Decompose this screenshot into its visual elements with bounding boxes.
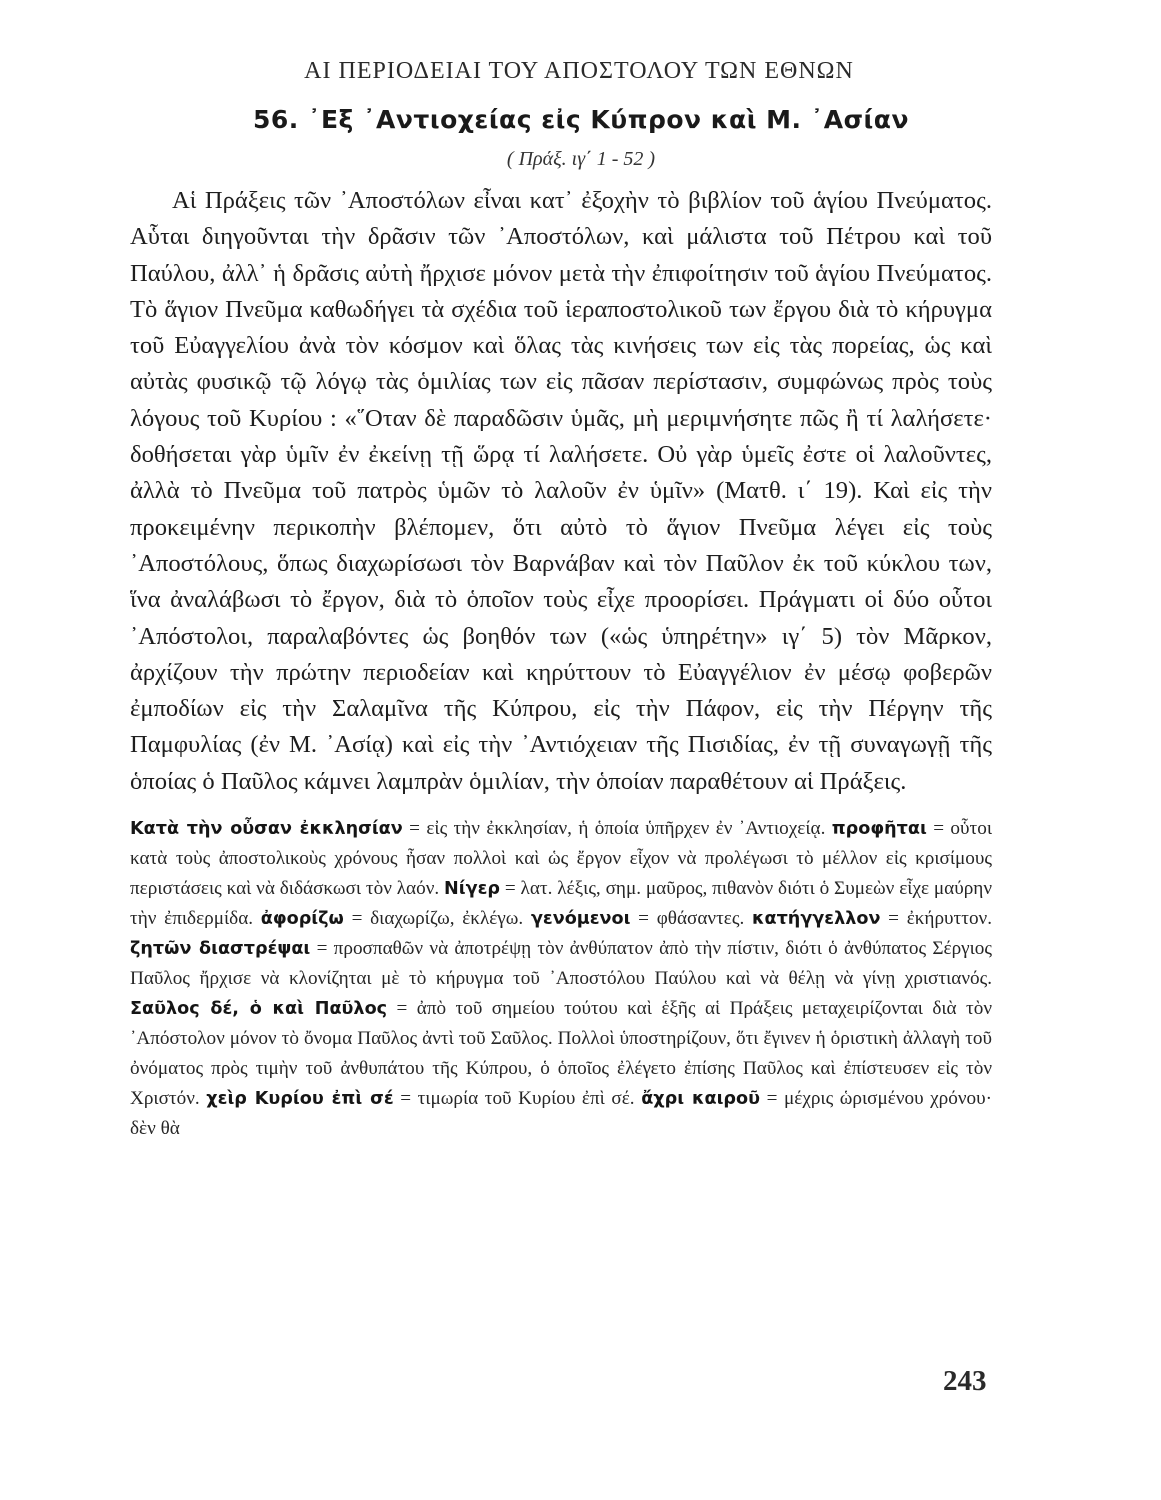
glossary-notes: [130, 814, 992, 1144]
note-term: ζητῶν διαστρέψαι: [130, 939, 311, 960]
note-term: προφῆται: [831, 819, 927, 840]
note-term: Σαῦλος δέ, ὁ καὶ Παῦλος: [130, 999, 388, 1020]
note-gloss: = εἰς τὴν ἐκκλησίαν, ἡ ὁποία ὑπῆρχεν ἐν ᾿Αντιοχείᾳ.: [402, 818, 832, 840]
note-gloss: = φθάσαντες.: [630, 908, 752, 930]
note-gloss: = λατ. λέξις, σημ. μαῦρος, πιθανὸν διότι ὁ Συμεὼν εἶχε μαύρην τὴν ἐπιδερμίδα.: [130, 878, 992, 930]
note-term: κατήγγελλον: [751, 909, 881, 930]
running-head: ΑΙ ΠΕΡΙΟΔΕΙΑΙ ΤΟΥ ΑΠΟΣΤΟΛΟΥ ΤΩΝ ΕΘΝΩΝ: [304, 58, 854, 84]
note-gloss: = προσπαθῶν νὰ ἀποτρέψῃ τὸν ἀνθύπατον ἀπὸ τὴν πίστιν, διότι ὁ ἀνθύπατος Σέργιος Παῦλος ἤρχισε νὰ κλονίζηται μὲ τὸ κήρυγμα τοῦ ᾿Αποστόλου Παύλου καὶ νὰ θέλῃ νὰ γίνῃ χριστιανός.: [130, 938, 993, 990]
note-term: ἄχρι καιροῦ: [641, 1089, 760, 1110]
page-content: [130, 58, 992, 1144]
note-term: γενόμενοι: [530, 909, 631, 930]
note-gloss: = ἀπὸ τοῦ σημείου τούτου καὶ ἑξῆς αἱ Πράξεις μεταχειρίζονται διὰ τὸν ᾿Απόστολον μόνον τὸ ὄνομα Παῦλος ἀντὶ τοῦ Σαῦλος. Πολλοὶ ὑποστηρίζουν, ὅτι ἔγινεν ἡ ὁριστικὴ ἀλλαγὴ τοῦ ὀνόματος πρὸς τιμὴν τοῦ ἀνθυπάτου τῆς Κύπρου, ὁ ὁποῖος ἐλέγετο ἐπίσης Παῦλος καὶ ἐπίστευσεν εἰς τὸν Χριστόν.: [130, 998, 992, 1110]
note-gloss: = τιμωρία τοῦ Κυρίου ἐπὶ σέ.: [393, 1088, 642, 1110]
note-term: Κατὰ τὴν οὖσαν ἐκκλησίαν: [130, 819, 403, 840]
note-gloss: = μέχρις ὡρισμένου χρόνου· δὲν θὰ: [130, 1088, 993, 1140]
note-gloss: = οὗτοι κατὰ τοὺς ἀποστολικοὺς χρόνους ἦσαν πολλοὶ καὶ ὡς ἔργον εἶχον νὰ προλέγωσι τὸ μέλλον εἰς κρισίμους περιστάσεις καὶ νὰ διδάσκωσι τὸν λαόν.: [130, 818, 992, 900]
note-gloss: = ἐκήρυττον.: [880, 908, 993, 930]
section-title: 56. ᾿Εξ ᾿Αντιοχείας εἰς Κύπρον καὶ Μ. ᾿Ασίαν: [252, 105, 909, 134]
note-term: ἀφορίζω: [260, 909, 344, 930]
note-gloss: = διαχωρίζω, ἐκλέγω.: [343, 908, 531, 930]
scripture-reference: ( Πράξ. ιγ΄ 1 - 52 ): [506, 148, 656, 170]
note-term: Νίγερ: [444, 879, 500, 900]
body-paragraph: Αἱ Πράξεις τῶν ᾿Αποστόλων εἶναι κατ᾿ ἐξοχὴν τὸ βιβλίον τοῦ ἁγίου Πνεύματος. Αὗται διηγοῦνται τὴν δρᾶσιν τῶν ᾿Αποστόλων, καὶ μάλιστα τοῦ Πέτρου καὶ τοῦ Παύλου, ἀλλ᾿ ἡ δρᾶσις αὐτὴ ἤρχισε μόνον μετὰ τὴν ἐπιφοίτησιν τοῦ ἁγίου Πνεύματος. Τὸ ἅγιον Πνεῦμα καθωδήγει τὰ σχέδια τοῦ ἱεραποστολικοῦ των ἔργου διὰ τὸ κήρυγμα τοῦ Εὐαγγελίου ἀνὰ τὸν κόσμον καὶ ὅλας τὰς κινήσεις των εἰς τὰς πορείας, ὡς καὶ αὐτὰς φυσικῷ τῷ λόγῳ τὰς ὁμιλίας των εἰς πᾶσαν περίστασιν, συμφώνως πρὸς τοὺς λόγους τοῦ Κυρίου : «῞Οταν δὲ παραδῶσιν ὑμᾶς, μὴ μεριμνήσητε πῶς ἢ τί λαλήσετε· δοθήσεται γὰρ ὑμῖν ἐν ἐκείνῃ τῇ ὥρᾳ τί λαλήσετε. Οὐ γὰρ ὑμεῖς ἐστε οἱ λαλοῦντες, ἀλλὰ τὸ Πνεῦμα τοῦ πατρὸς ὑμῶν τὸ λαλοῦν ἐν ὑμῖν» (Ματθ. ι΄ 19). Καὶ εἰς τὴν προκειμένην περικοπὴν βλέπομεν, ὅτι αὐτὸ τὸ ἅγιον Πνεῦμα λέγει εἰς τοὺς ᾿Αποστόλους, ὅπως διαχωρίσωσι τὸν Βαρνάβαν καὶ τὸν Παῦλον ἐκ τοῦ κύκλου των, ἵνα ἀναλάβωσι τὸ ἔργον, διὰ τὸ ὁποῖον τοὺς εἶχε προορίσει. Πράγματι οἱ δύο οὗτοι ᾿Απόστολοι, παραλαβόντες ὡς βοηθόν των («ὡς ὑπηρέτην» ιγ΄ 5) τὸν Μᾶρκον, ἀρχίζουν τὴν πρώτην περιοδείαν καὶ κηρύττουν τὸ Εὐαγγέλιον ἐν μέσῳ φοβερῶν ἐμποδίων εἰς τὴν Σαλαμῖνα τῆς Κύπρου, εἰς τὴν Πάφον, εἰς τὴν Πέργην τῆς Παμφυλίας (ἐν Μ. ᾿Ασίᾳ) καὶ εἰς τὴν ᾿Αντιόχειαν τῆς Πισιδίας, ἐν τῇ συναγωγῇ τῆς ὁποίας ὁ Παῦλος κάμνει λαμπρὰν ὁμιλίαν, τὴν ὁποίαν παραθέτουν αἱ Πράξεις.: [130, 187, 992, 795]
page-number: 243: [943, 1365, 987, 1397]
note-term: χεὶρ Κυρίου ἐπὶ σέ: [206, 1089, 394, 1110]
